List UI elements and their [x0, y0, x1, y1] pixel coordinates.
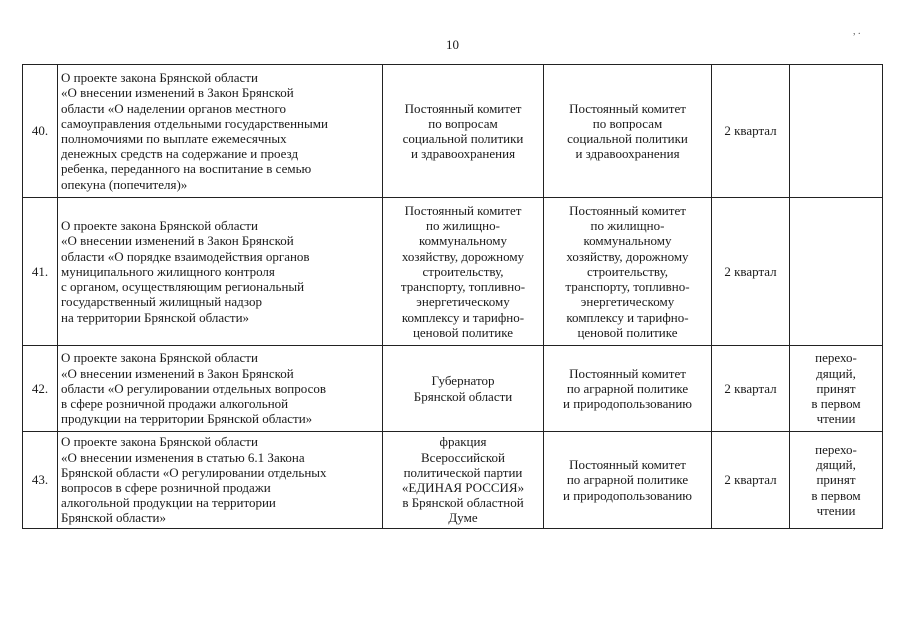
responsible-line: и здравоохранения [575, 146, 680, 162]
initiator-line: по вопросам [428, 115, 498, 131]
row-number: 42. [23, 346, 58, 432]
note-line: в первом [811, 396, 861, 412]
note [790, 432, 883, 529]
initiator [383, 432, 544, 529]
note [790, 198, 883, 346]
note-line: перехо- [815, 350, 857, 366]
initiator-line: политической партии [403, 464, 523, 480]
initiator-line: в Брянской областной [402, 495, 524, 511]
responsible-line: Постоянный комитет [569, 365, 686, 381]
initiator-line: транспорту, топливно- [400, 279, 526, 295]
responsible-line: комплексу и тарифно- [566, 309, 689, 325]
responsible-line: социальной политики [567, 131, 688, 146]
bill-title-line: на территории Брянской области» [61, 309, 250, 325]
responsible-line: по аграрной политике [566, 380, 689, 396]
note-line: дящий, [816, 365, 856, 381]
bill-title-line: «О внесении изменений в Закон Брянской [61, 85, 294, 101]
initiator [383, 198, 544, 346]
initiator-line: «ЕДИНАЯ РОССИЯ» [401, 480, 525, 495]
legislative-plan-table [22, 64, 883, 529]
initiator-line: ценовой политике [412, 324, 514, 340]
bill-title-line: с органом, осуществляющим региональный [61, 279, 305, 295]
initiator-line: комплексу и тарифно- [401, 309, 525, 325]
initiator-line: коммунальному [418, 233, 508, 249]
bill-title-line: «О внесении изменения в статью 6.1 Закона [61, 449, 305, 465]
bill-title-line: опекуна (попечителя)» [61, 176, 188, 192]
bill-title-line: Брянской области «О регулировании отдельных [61, 464, 327, 480]
initiator-line: Постоянный комитет [404, 100, 522, 116]
initiator [383, 346, 544, 432]
initiator-line: Губернатор [431, 373, 495, 389]
bill-title [58, 346, 383, 432]
term: 2 квартал [712, 198, 790, 346]
bill-title-line: области «О наделении органов местного [61, 100, 287, 116]
note-line: принят [816, 380, 856, 396]
bill-title-line: ребенка, переданного на воспитание в семью [61, 161, 312, 177]
term: 2 квартал [712, 432, 790, 529]
responsible-committee [544, 346, 712, 432]
row-number: 43. [23, 432, 58, 529]
scan-mark: , . [853, 26, 861, 37]
bill-title-line: Брянской области» [61, 510, 166, 526]
bill-title-line: государственный жилищный надзор [61, 294, 262, 310]
bill-title-line: алкогольной продукции на территории [61, 495, 276, 511]
note-line: в первом [811, 487, 861, 503]
note-line: перехо- [815, 441, 857, 457]
responsible-line: и природопользованию [563, 396, 692, 412]
note-line: чтении [816, 411, 856, 427]
responsible-committee [544, 65, 712, 198]
bill-title-line: области «О регулировании отдельных вопросов [61, 380, 326, 396]
responsible-line: Постоянный комитет [569, 100, 686, 116]
table-row [23, 346, 883, 432]
responsible-line: хозяйству, дорожному [566, 248, 689, 264]
initiator-line: энергетическому [416, 294, 510, 310]
note [790, 65, 883, 198]
responsible-line: энергетическому [580, 294, 675, 310]
bill-title-line: полномочиями по выплате ежемесячных [61, 131, 287, 146]
responsible-line: коммунальному [583, 233, 672, 249]
responsible-committee [544, 198, 712, 346]
responsible-line: ценовой политике [577, 324, 678, 340]
initiator-line: Брянской области [413, 388, 513, 404]
row-number: 41. [23, 198, 58, 346]
bill-title-line: вопросов в сфере розничной продажи [61, 480, 271, 495]
bill-title-line: О проекте закона Брянской области [61, 350, 258, 366]
bill-title-line: «О внесении изменений в Закон Брянской [61, 365, 294, 381]
term: 2 квартал [712, 346, 790, 432]
responsible-committee [544, 432, 712, 529]
bill-title [58, 198, 383, 346]
responsible-line: Постоянный комитет [569, 457, 686, 473]
table-row [23, 198, 883, 346]
initiator-line: строительству, [422, 263, 504, 279]
initiator-line: по жилищно- [426, 218, 500, 234]
bill-title-line: О проекте закона Брянской области [61, 70, 258, 86]
initiator [383, 65, 544, 198]
bill-title-line: «О внесении изменений в Закон Брянской [61, 233, 294, 249]
note-line: чтении [816, 502, 856, 518]
term: 2 квартал [712, 65, 790, 198]
bill-title-line: области «О порядке взаимодействия органов [61, 248, 310, 264]
table-row [23, 432, 883, 529]
initiator-line: Постоянный комитет [404, 203, 522, 219]
note [790, 346, 883, 432]
responsible-line: по аграрной политике [566, 472, 689, 488]
initiator-line: фракция [439, 434, 487, 450]
bill-title-line: денежных средств на содержание и проезд [61, 146, 299, 162]
responsible-line: по вопросам [592, 115, 663, 131]
bill-title-line: в сфере розничной продажи алкогольной [61, 396, 289, 412]
initiator-line: социальной политики [402, 131, 524, 146]
responsible-line: транспорту, топливно- [565, 279, 690, 295]
bill-title-line: О проекте закона Брянской области [61, 218, 258, 234]
initiator-line: Всероссийской [420, 449, 506, 465]
responsible-line: и природопользованию [563, 487, 692, 503]
responsible-line: по жилищно- [590, 218, 665, 234]
responsible-line: строительству, [586, 263, 669, 279]
responsible-line: Постоянный комитет [569, 203, 686, 219]
bill-title-line: муниципального жилищного контроля [61, 263, 275, 279]
bill-title-line: О проекте закона Брянской области [61, 434, 258, 450]
row-number: 40. [23, 65, 58, 198]
bill-title-line: продукции на территории Брянской области» [61, 411, 313, 427]
note-line: дящий, [816, 457, 856, 473]
bill-title-line: самоуправления отдельными государственными [61, 115, 328, 131]
bill-title [58, 65, 383, 198]
note-line: принят [816, 472, 856, 488]
bill-title [58, 432, 383, 529]
initiator-line: Думе [448, 510, 478, 526]
table-row [23, 65, 883, 198]
initiator-line: и здравоохранения [410, 146, 516, 162]
initiator-line: хозяйству, дорожному [401, 248, 525, 264]
page-number: 10 [446, 37, 459, 52]
